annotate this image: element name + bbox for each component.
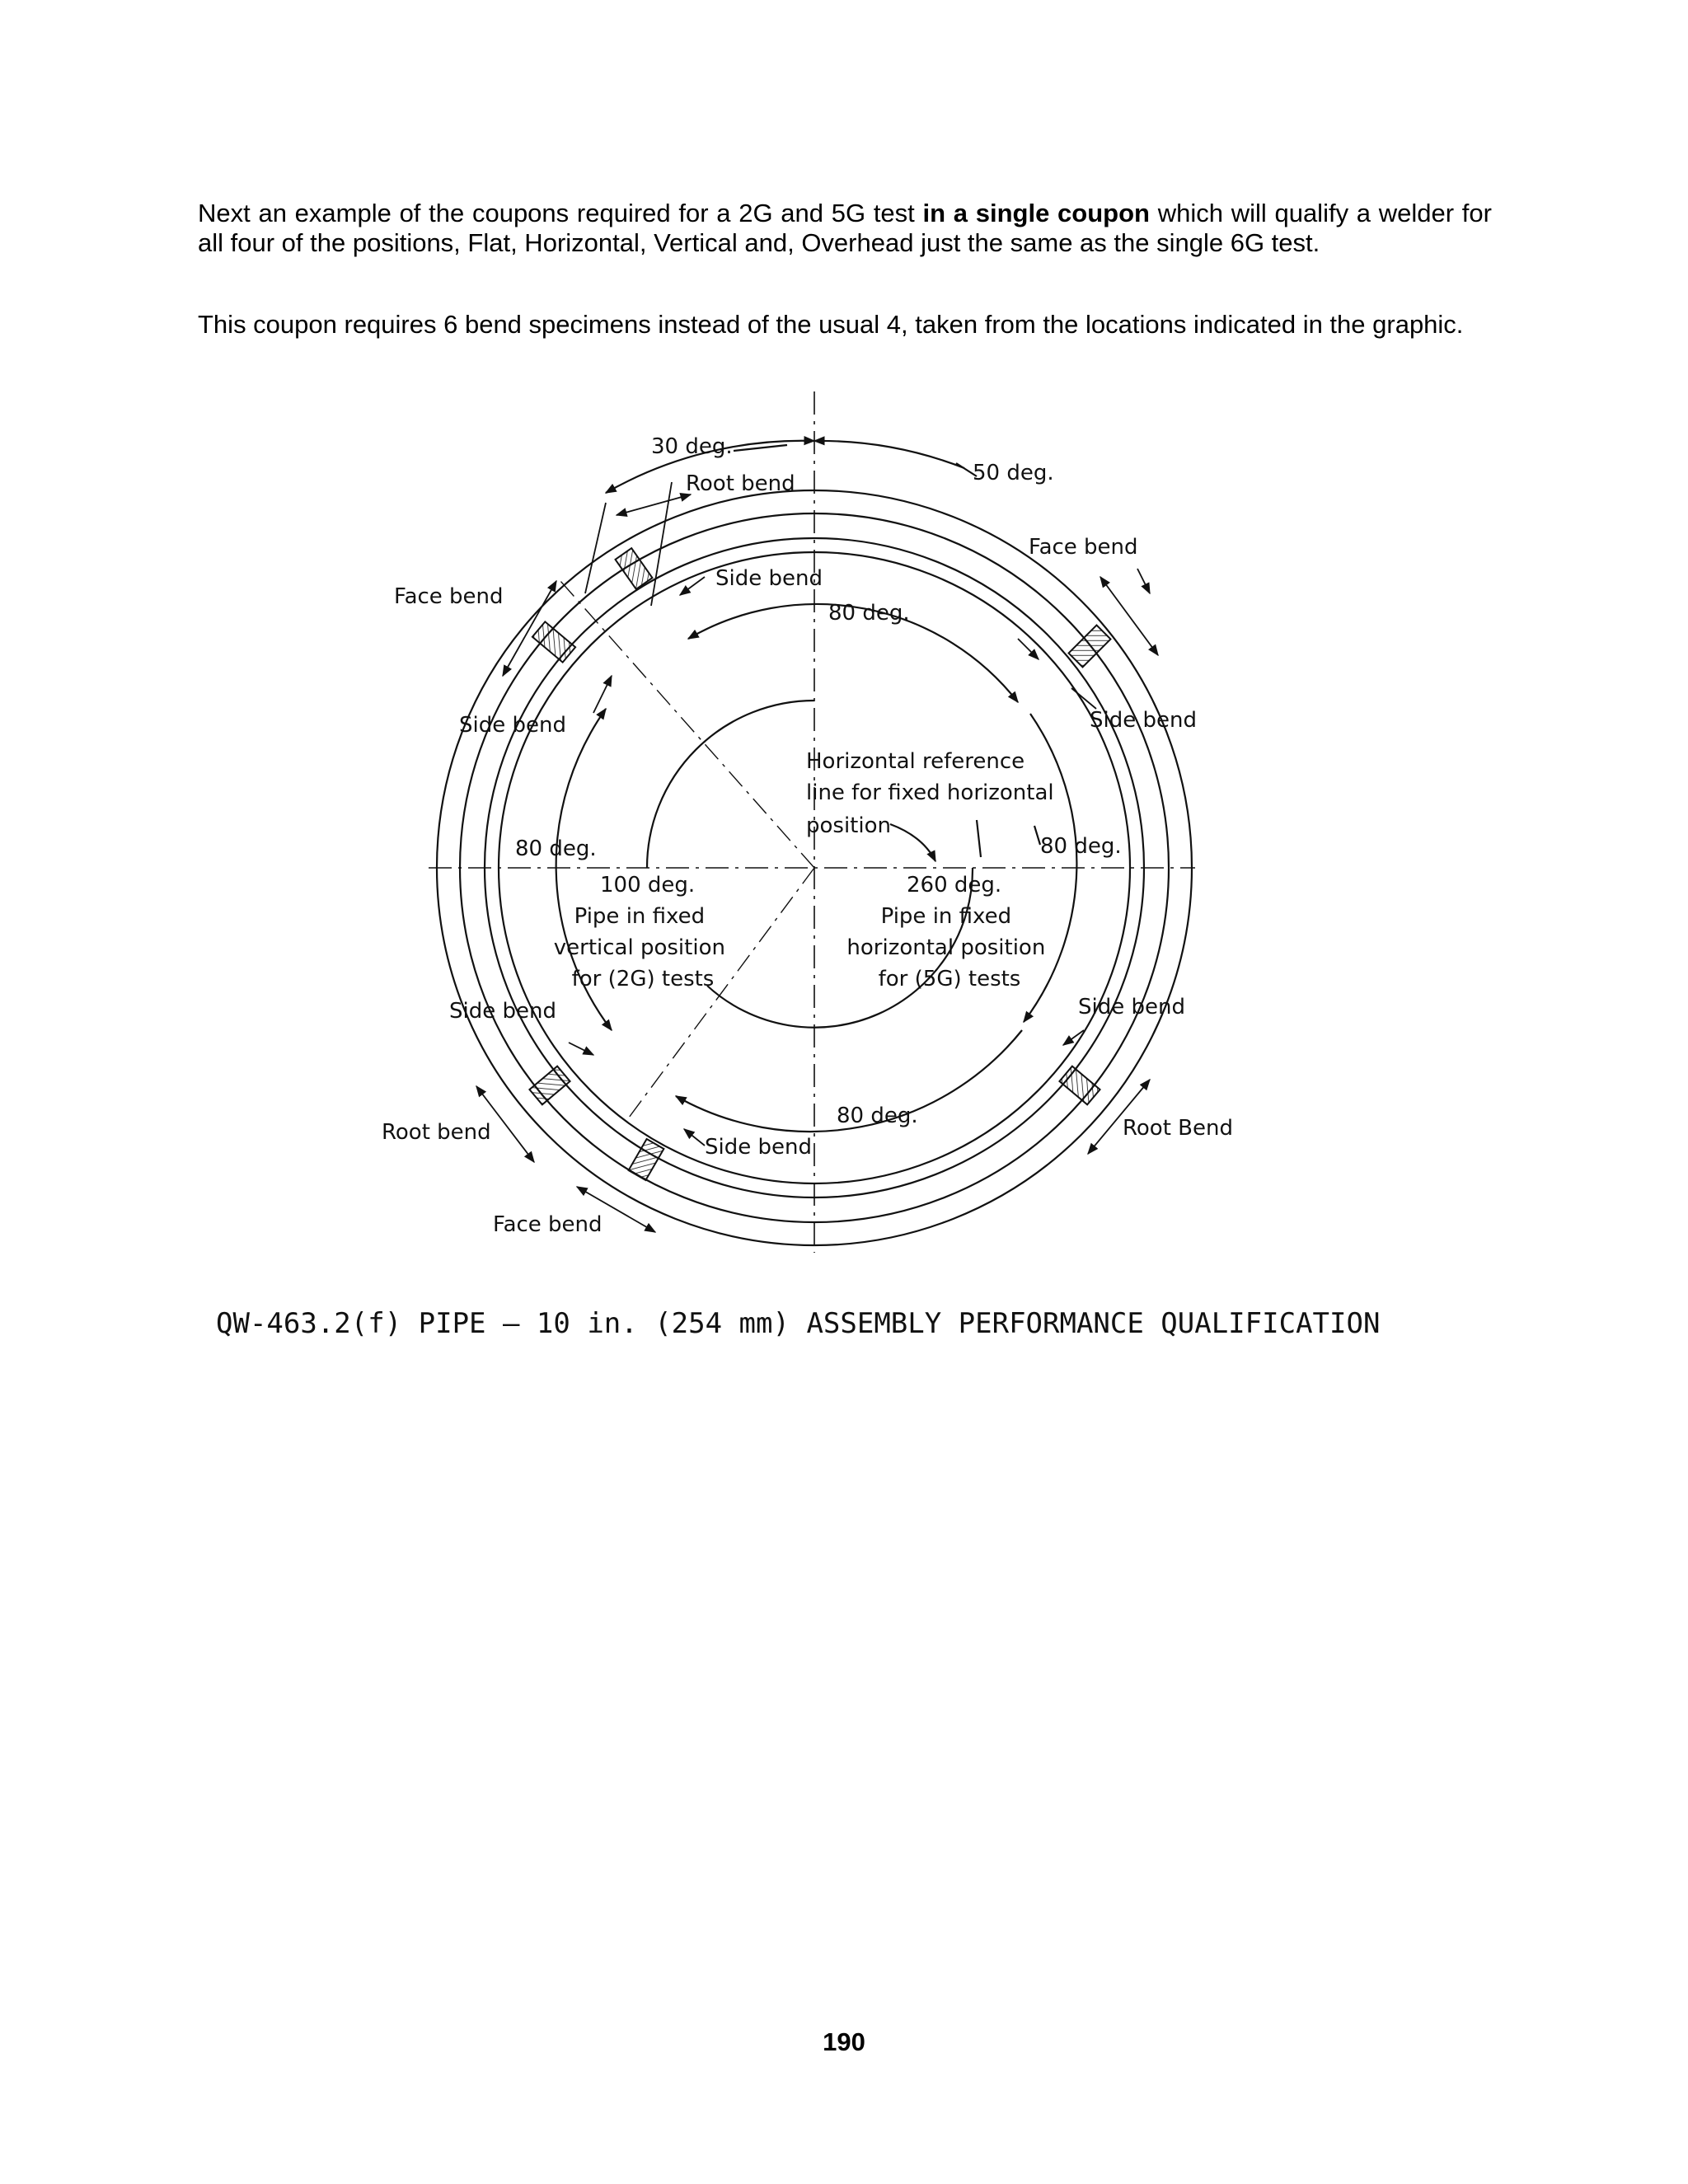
label-30-deg: 30 deg.	[651, 434, 733, 459]
horizontal-position-note-3: for (5G) tests	[878, 967, 1021, 991]
reference-line-note-2: line for fixed horizontal	[806, 780, 1054, 805]
root-bend-top-arrow	[617, 494, 691, 515]
specimens-paragraph: This coupon requires 6 bend specimens instead of the usual 4, taken from the locations indicated in the graphic.	[198, 310, 1464, 339]
side-bend-upper-left-leader	[593, 676, 612, 713]
top-left-cut-a	[585, 503, 606, 593]
intro-text-start: Next an example of the coupons required for a 2G and 5G test	[198, 199, 923, 227]
label-100-deg: 100 deg.	[600, 873, 696, 898]
label-80-deg-top: 80 deg.	[828, 601, 910, 626]
reference-line-right-bracket	[1034, 826, 1040, 845]
horizontal-position-note-2: horizontal position	[846, 935, 1046, 960]
intro-text-end: which will qualify a welder for all four of the positions, Flat, Horizontal, Vertical and, Overhead just the same as the single 6G test.	[198, 199, 1492, 257]
intro-paragraph	[198, 199, 1492, 258]
horizontal-position-note-1: Pipe in fixed	[880, 904, 1012, 929]
side-bend-lower-left-arrow	[569, 1043, 593, 1055]
label-root-bend-left-lower: Root bend	[382, 1120, 491, 1145]
label-face-bend-top-right: Face bend	[1029, 535, 1138, 560]
root-bend-specimen-lower-left	[529, 1066, 570, 1105]
label-root-bend-top: Root bend	[686, 471, 795, 496]
vertical-position-note-1: Pipe in fixed	[574, 904, 706, 929]
face-bend-upper-right-arrow	[1100, 577, 1158, 655]
label-side-bend-top-center: Side bend	[715, 566, 823, 591]
label-face-bend-top-left: Face bend	[394, 584, 504, 609]
intro-text-bold: in a single coupon	[922, 199, 1150, 227]
label-80-deg-right: 80 deg.	[1040, 834, 1122, 859]
face-bend-upper-right-arrow-b	[1137, 569, 1150, 593]
diagonal-axis-upper	[560, 581, 814, 868]
side-bend-bottom-center-arrow	[684, 1129, 705, 1146]
bend-specimen-diagram	[0, 379, 1688, 1368]
label-50-deg: 50 deg.	[973, 461, 1054, 485]
label-face-bend-bottom: Face bend	[493, 1212, 603, 1237]
face-bend-specimen-bottom	[629, 1139, 664, 1180]
page-number: 190	[823, 2027, 865, 2056]
label-80-deg-bottom: 80 deg.	[837, 1104, 918, 1128]
vertical-position-note	[554, 904, 732, 991]
reference-line-note-1: Horizontal reference	[806, 749, 1025, 774]
label-side-bend-right-lower: Side bend	[1078, 995, 1185, 1019]
label-80-deg-left: 80 deg.	[515, 837, 597, 861]
label-260-deg: 260 deg.	[907, 873, 1002, 898]
label-side-bend-right-upper: Side bend	[1090, 708, 1197, 733]
root-bend-specimen-lower-right	[1059, 1066, 1100, 1105]
vertical-position-note-3: for (2G) tests	[571, 967, 715, 991]
horizontal-position-note	[846, 904, 1052, 991]
reference-line-note	[806, 749, 1061, 838]
label-side-bend-bottom-center: Side bend	[705, 1135, 812, 1160]
vertical-position-note-2: vertical position	[553, 935, 725, 960]
figure-caption: QW-463.2(f) PIPE — 10 in. (254 mm) ASSEMBLY PERFORMANCE QUALIFICATION	[216, 1307, 1381, 1340]
reference-line-leader	[890, 824, 935, 861]
label-root-bend-right-lower: Root Bend	[1123, 1116, 1233, 1141]
face-bend-specimen-upper-right	[1069, 626, 1111, 668]
reference-line-note-3: position	[806, 813, 891, 838]
reference-line-tick	[977, 820, 981, 857]
arc-100-deg	[647, 701, 814, 868]
arc-50-deg	[814, 441, 964, 468]
label-side-bend-left-upper: Side bend	[459, 713, 566, 738]
label-side-bend-left-lower: Side bend	[449, 999, 556, 1024]
